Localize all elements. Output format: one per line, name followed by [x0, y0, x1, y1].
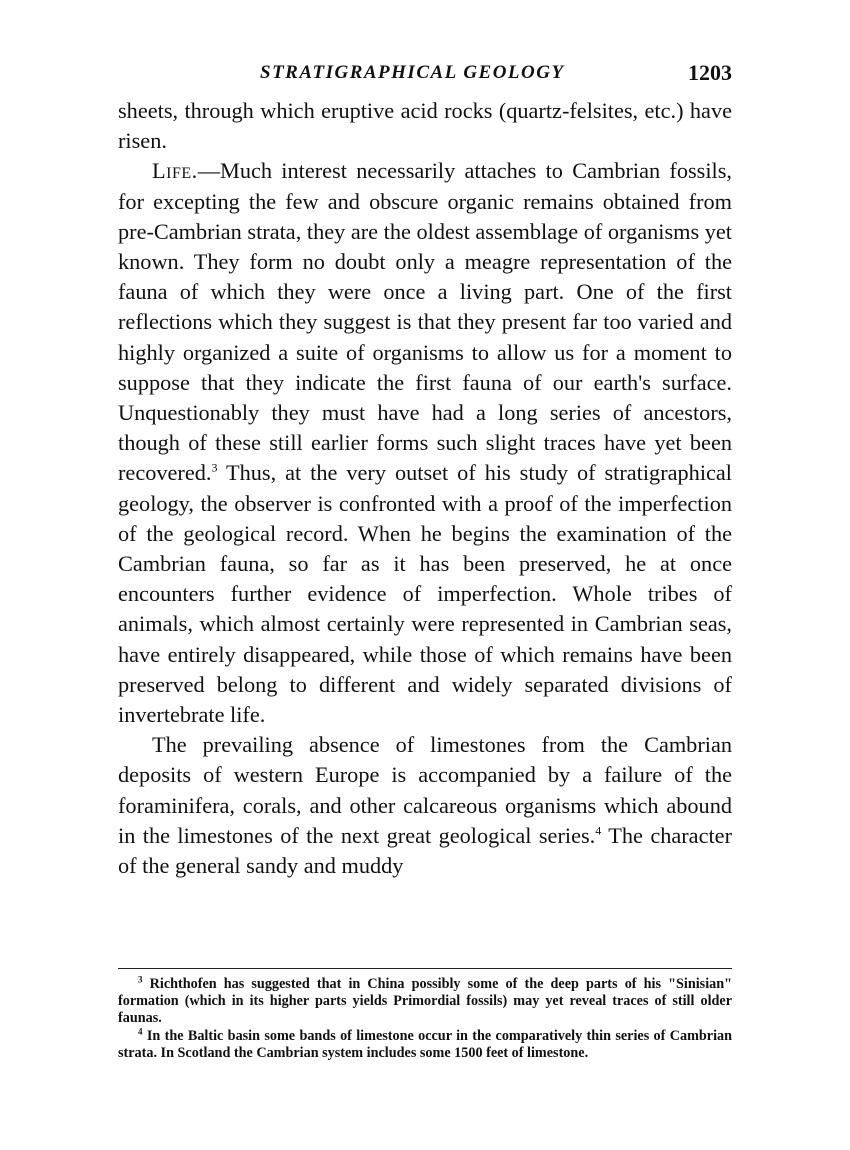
- footnote-text: In the Baltic basin some bands of limestone occur in the comparatively thin series of Cambrian strata. In Scotland the Cambrian system includes some 1500 feet of limestone.: [118, 1027, 732, 1061]
- footnote-text: Richthofen has suggested that in China possibly some of the deep parts of his "Sinisian" formation (which in its higher parts yields Primordial fossils) may yet reveal traces of still older faunas.: [118, 976, 732, 1027]
- page-number: 1203: [688, 60, 732, 85]
- footnote-divider: [118, 968, 732, 969]
- footnote-4: [118, 1025, 732, 1062]
- paragraph-text: sheets, through which eruptive acid rocks (quartz-felsites, etc.) have risen.: [118, 98, 732, 154]
- footnote-mark: 3: [138, 974, 143, 985]
- paragraph-text: The prevailing absence of limestones from the Cambrian deposits of western Europe is accompanied by a failure of the foraminifera, corals, and other calcareous organisms which abound in the limestones of the next great geological series.: [118, 732, 732, 848]
- paragraph-text: Thus, at the very outset of his study of stratigraphical geology, the observer is confronted with a proof of the imperfection of the geological record. When he begins the examination of the Cambrian fauna, so far as it has been preserved, he at once encounters further evidence of imperfection. Whole tribes of animals, which almost certainly were represented in Cambrian seas, have entirely disappeared, while those of which remains have been preserved belong to different and widely separated divisions of invertebrate life.: [118, 460, 732, 728]
- paragraph-text: The character of the general sandy and muddy: [118, 822, 732, 879]
- section-lead-life: Life.: [152, 158, 198, 184]
- running-head: STRATIGRAPHICAL GEOLOGY: [260, 62, 565, 83]
- page-header: [120, 58, 732, 90]
- paragraph-text: —Much interest necessarily attaches to Cambrian fossils, for excepting the few and obscure organic remains obtained from pre-Cambrian strata, they are the oldest assemblage of organisms yet known. They form no doubt only a meagre representation of the fauna of which they were once a living part. One of the first reflections which they suggest is that they present far too varied and highly organized a suite of organisms to allow us for a moment to suppose that they indicate the first fauna of our earth's surface. Unquestionably they must have had a long series of ancestors, though of these still earlier forms such slight traces have yet been recovered.: [118, 158, 732, 486]
- paragraph-continuation: [118, 96, 732, 156]
- footnotes: [118, 976, 732, 1062]
- paragraph-limestones: [118, 730, 732, 881]
- footnote-reference[interactable]: 3: [211, 461, 218, 476]
- body-text: [118, 96, 732, 881]
- footnote-mark: 4: [138, 1025, 143, 1036]
- footnote-3: [118, 976, 732, 1028]
- footnote-reference[interactable]: 4: [595, 823, 602, 838]
- paragraph-life: [118, 156, 732, 730]
